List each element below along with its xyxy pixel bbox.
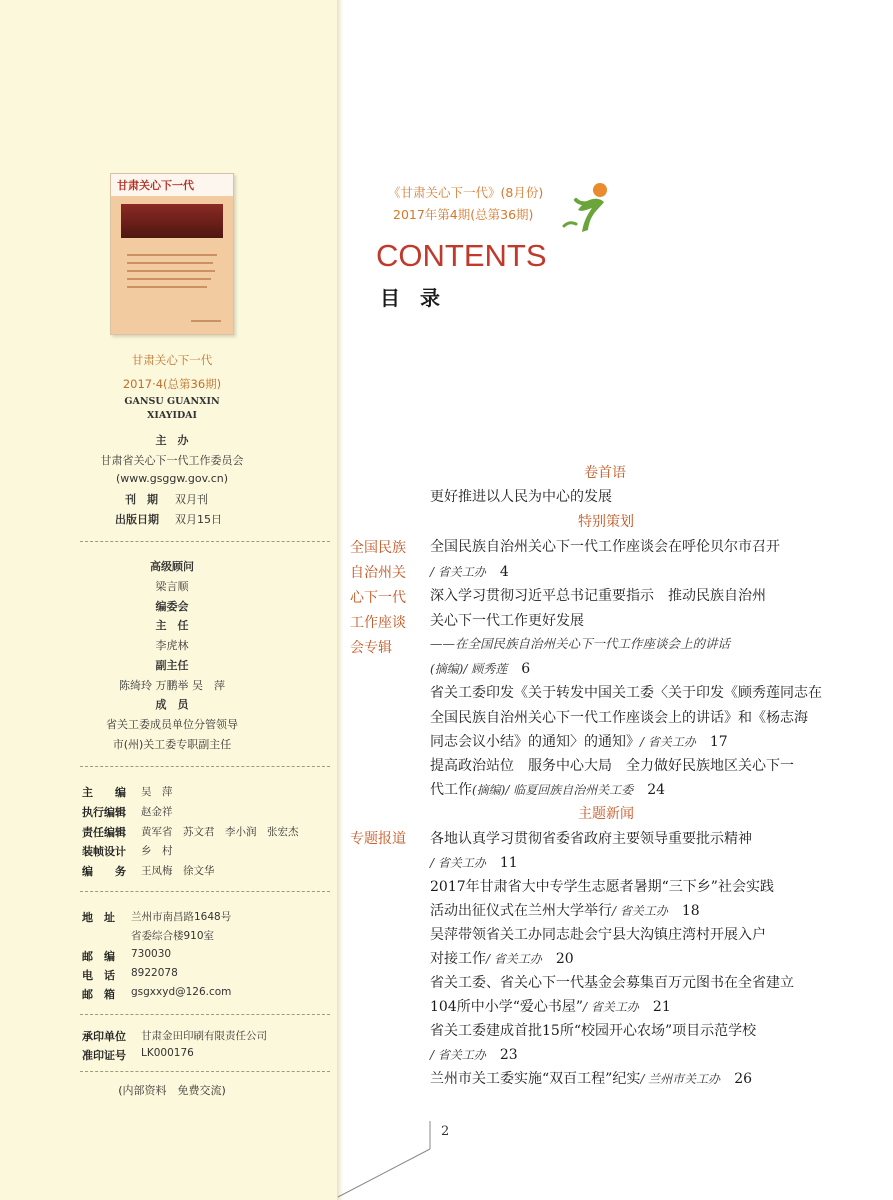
toc-entry-source (430, 852, 518, 872)
staff-value: 赵金祥 (141, 806, 173, 818)
toc-page: 4 (499, 564, 509, 580)
toc-title-part: 对接工作 (430, 951, 486, 967)
toc-page: 21 (652, 999, 671, 1015)
toc-source: / 省关工办 (583, 1000, 639, 1014)
staff-value: 王凤梅 徐文华 (141, 865, 215, 877)
toc-entry-title[interactable]: 各地认真学习贯彻省委省政府主要领导重要批示精神 (430, 831, 752, 847)
toc-source: / 省关工办 (430, 1048, 486, 1062)
deputies: 陈绮玲 万鹏举 吴 萍 (119, 679, 225, 692)
period: 双月刊 (175, 493, 208, 506)
cover-thumbnail[interactable] (110, 173, 234, 335)
toc-entry-title[interactable]: 省关工委建成首批15所“校园开心农场”项目示范学校 (430, 1023, 757, 1039)
toc-entry-title[interactable] (430, 1068, 752, 1088)
toc-entry-title[interactable]: 全国民族自治州关心下一代工作座谈会在呼伦贝尔市召开 (430, 539, 780, 555)
toc-page: 11 (499, 855, 518, 871)
toc-entry-title[interactable]: 深入学习贯彻习近平总书记重要指示 推动民族自治州 (430, 588, 766, 604)
toc-entry-title[interactable]: 吴萍带领省关工办同志赴会宁县大沟镇庄湾村开展入户 (430, 927, 766, 943)
toc-entry-title[interactable]: 2017年甘肃省大中专学生志愿者暑期“三下乡”社会实践 (430, 879, 774, 895)
toc-entry-title[interactable]: 全国民族自治州关心下一代工作座谈会上的讲话》和《杨志海 (430, 710, 808, 726)
toc-page: 6 (521, 661, 531, 677)
cover-text-line (127, 270, 215, 272)
toc-entry-title[interactable]: 关心下一代工作更好发展 (430, 613, 584, 629)
toc-source: (摘编)/ 顾秀莲 (430, 662, 508, 676)
column-label: 工作座谈 (350, 615, 406, 631)
toc-entry-title[interactable]: 省关工委、省关心下一代基金会募集百万元图书在全省建立 (430, 975, 794, 991)
period-label: 刊 期 (125, 493, 158, 506)
pinyin-line-1: GANSU GUANXIN (124, 396, 220, 407)
toc-title-part: 代工作 (430, 782, 472, 798)
cover-text-line (127, 254, 217, 256)
toc-page: 18 (681, 903, 700, 919)
column-label: 会专辑 (350, 640, 392, 656)
toc-entry-subtitle: ——在全国民族自治州关心下一代工作座谈会上的讲话 (430, 636, 731, 651)
toc-entry-title[interactable] (430, 731, 728, 751)
staff-value: 吴 萍 (141, 786, 173, 798)
column-label: 自治州关 (350, 565, 406, 581)
mulu-heading: 目 录 (380, 286, 440, 310)
toc-page: 23 (499, 1047, 518, 1063)
members-line-2: 市(州)关工委专职副主任 (112, 738, 232, 751)
deputy-label: 副主任 (155, 659, 189, 672)
staff-value: 黄军省 苏文君 李小润 张宏杰 (141, 826, 299, 838)
journal-title: 《甘肃关心下一代》(8月份) (388, 185, 544, 200)
contact-value: 730030 (131, 948, 172, 960)
divider (80, 1014, 330, 1015)
toc-title-part: 活动出征仪式在兰州大学举行 (430, 903, 612, 919)
staff-label: 主 编 (82, 786, 126, 799)
column-label: 心下一代 (350, 590, 406, 606)
date-label: 出版日期 (115, 513, 159, 526)
toc-page: 24 (647, 782, 666, 798)
cover-header (111, 174, 233, 196)
toc-entry-title[interactable] (430, 900, 700, 920)
sponsor: 甘肃省关心下一代工作委员会 (100, 454, 244, 467)
pinyin-line-2: XIAYIDAI (147, 410, 197, 421)
contact-label: 邮 箱 (82, 988, 115, 1001)
staff-label: 装帧设计 (82, 845, 126, 858)
toc-entry-title[interactable]: 更好推进以人民为中心的发展 (430, 489, 612, 505)
cover-text-line (127, 278, 211, 280)
date: 双月15日 (175, 513, 222, 526)
advisor: 梁言顺 (155, 580, 189, 593)
cover-photo (121, 204, 223, 238)
cover-text-line (127, 262, 213, 264)
page-fold (337, 0, 343, 1200)
journal-issue: 2017年第4期(总第36期) (393, 207, 534, 222)
divider (80, 766, 330, 767)
toc-title-part: 同志会议小结》的通知〉的通知》 (430, 734, 640, 750)
toc-title-part: 104所中小学“爱心书屋” (430, 999, 584, 1015)
contact-value: 兰州市南昌路1648号 (131, 911, 232, 923)
cover-text-line (127, 286, 207, 288)
magazine-name: 甘肃关心下一代 (131, 353, 213, 367)
committee-label: 编委会 (155, 600, 189, 613)
toc-source: / 省关工办 (486, 952, 542, 966)
section-heading: 特别策划 (578, 514, 634, 530)
email[interactable]: gsgxxyd@126.com (131, 986, 232, 998)
toc-source: (摘编)/ 临夏回族自治州关工委 (472, 783, 634, 797)
toc-entry-source (430, 658, 530, 678)
contact-label: 电 话 (82, 969, 115, 982)
members-label: 成 员 (155, 698, 189, 711)
toc-entry-title[interactable]: 提高政治站位 服务中心大局 全力做好民族地区关心下一 (430, 758, 794, 774)
toc-source: / 兰州市关工办 (640, 1072, 721, 1086)
director-label: 主 任 (155, 619, 189, 632)
sponsor-label: 主 办 (155, 434, 189, 447)
toc-entry-source (430, 561, 509, 581)
staff-label: 编 务 (82, 865, 126, 878)
divider (80, 1071, 330, 1072)
permit-label: 准印证号 (82, 1049, 126, 1062)
issue-number: 2017·4(总第36期) (122, 377, 222, 391)
contact-label: 地 址 (82, 911, 115, 924)
column-label: 全国民族 (350, 540, 406, 556)
toc-page: 20 (555, 951, 574, 967)
toc-entry-source (430, 1044, 518, 1064)
toc-source: / 省关工办 (640, 735, 696, 749)
toc-source: / 省关工办 (612, 904, 668, 918)
director: 李虎林 (155, 639, 189, 652)
staff-label: 责任编辑 (82, 826, 126, 839)
toc-entry-title[interactable] (430, 779, 665, 799)
printer-label: 承印单位 (82, 1030, 126, 1043)
column-label: 专题报道 (350, 831, 406, 847)
contact-value: 省委综合楼910室 (131, 930, 215, 942)
contents-heading: CONTENTS (376, 238, 547, 273)
toc-entry-title[interactable] (430, 948, 574, 968)
section-heading: 主题新闻 (578, 806, 634, 822)
divider (80, 541, 330, 542)
cover-logo-text: 甘肃关心下一代 (117, 179, 194, 192)
toc-page: 17 (709, 734, 728, 750)
printer: 甘肃金田印刷有限责任公司 (141, 1030, 267, 1042)
section-heading: 卷首语 (584, 465, 626, 481)
divider (80, 891, 330, 892)
contact-value: 8922078 (131, 967, 178, 979)
footer-note: (内部资料 免费交流) (118, 1084, 226, 1097)
page-number: 2 (441, 1124, 450, 1139)
staff-label: 执行编辑 (82, 806, 126, 819)
members-line-1: 省关工委成员单位分管领导 (106, 718, 238, 731)
contact-label: 邮 编 (82, 950, 115, 963)
toc-entry-title[interactable] (430, 996, 671, 1016)
website[interactable]: (www.gsggw.gov.cn) (115, 472, 229, 485)
toc-source: / 省关工办 (430, 856, 486, 870)
permit: LK000176 (141, 1047, 194, 1059)
staff-value: 乡 村 (141, 845, 173, 857)
toc-title-part: 兰州市关工委实施“双百工程”纪实 (430, 1071, 641, 1087)
toc-source: / 省关工办 (430, 565, 486, 579)
cover-text-line (191, 320, 221, 322)
advisor-label: 高级顾问 (150, 560, 194, 573)
page-corner-fold (330, 1115, 450, 1200)
toc-entry-title[interactable]: 省关工委印发《关于转发中国关工委〈关于印发《顾秀莲同志在 (430, 685, 822, 701)
toc-page: 26 (734, 1071, 753, 1087)
mascot-logo-icon (558, 180, 618, 240)
